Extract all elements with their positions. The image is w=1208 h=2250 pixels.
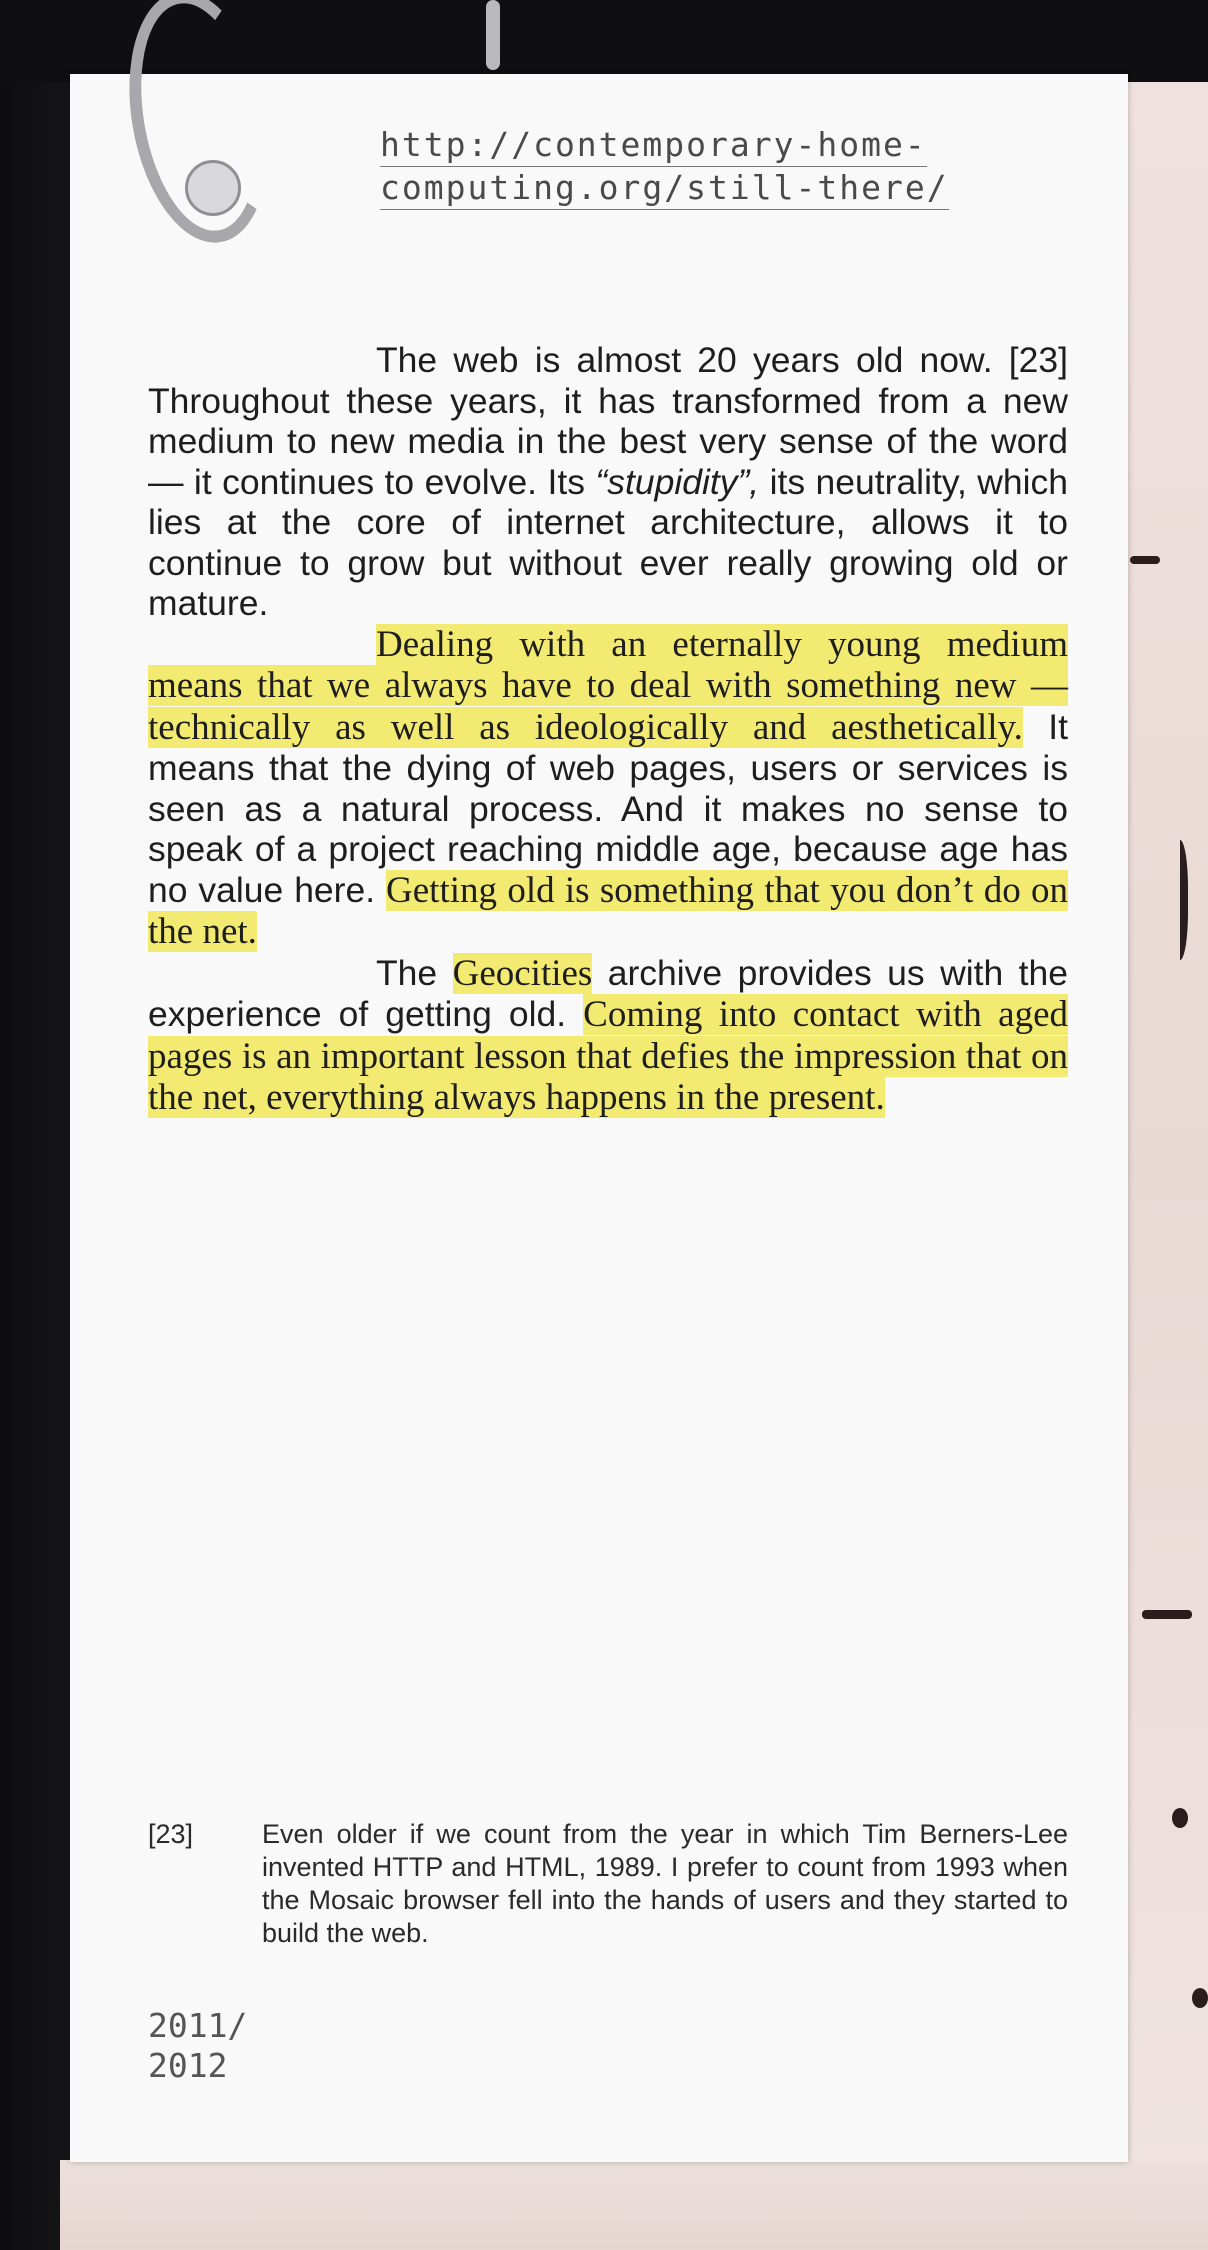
binder-ring-right xyxy=(486,0,500,70)
paragraph-1-intro: The web is almost 20 years old now. xyxy=(376,340,993,380)
paragraph-1-italic: “stupidity”, xyxy=(595,461,760,502)
footnote-text: Even older if we count from the year in which Tim Berners-Lee invented HTTP and HTML, 1989. I prefer to count from 1993 when the Mosaic browser fell into the hands of users and they started to build the web. xyxy=(262,1819,1068,1948)
year-end: 2012 xyxy=(148,2046,228,2085)
footnote-number: [23] xyxy=(148,1819,194,1849)
url-line-2[interactable]: computing.org/still-there/ xyxy=(380,167,949,210)
highlight-getting-old: Getting old is something that you don’t do on the net. xyxy=(148,869,1069,952)
ink-mark xyxy=(1142,1610,1192,1619)
right-background xyxy=(1128,82,1208,2250)
paragraph-1 xyxy=(148,340,1068,624)
punch-hole xyxy=(185,160,241,216)
paragraph-2 xyxy=(148,624,1068,953)
ink-mark xyxy=(1168,840,1188,960)
year-start: 2011/ xyxy=(148,2006,248,2045)
paragraph-1-text-a: Throughout these years, it has transformed from a new medium to new media in the best very sense of the word — it continues to evolve. Its xyxy=(148,380,1068,502)
source-url[interactable] xyxy=(380,124,949,210)
highlight-eternally-young: Dealing with an eternally young medium means that we always have to deal with something new — technically as well as ideologically and aesthetically. xyxy=(148,623,1068,748)
paragraph-2-text-a: It means that the dying of web pages, users or services is seen as a natural process. And it makes no sense to speak of a project reaching middle age, because age has no value here. xyxy=(148,706,1069,910)
essay-body xyxy=(148,340,1068,1119)
paragraph-3-text-a: The xyxy=(376,952,453,993)
ink-mark xyxy=(1130,556,1160,564)
highlight-aged-pages: Coming into contact with aged pages is an important lesson that defies the impression that on the net, everything always happens in the present. xyxy=(148,994,1068,1118)
bottom-background xyxy=(60,2160,1208,2250)
ink-mark xyxy=(1192,1988,1208,2008)
highlight-geocities: Geocities xyxy=(452,952,593,994)
paragraph-3 xyxy=(148,953,1068,1119)
paragraph-3-text-b: archive provides us with the experience of getting old. xyxy=(148,952,1068,1034)
url-line-1[interactable]: http://contemporary-home- xyxy=(380,124,927,167)
ink-mark xyxy=(1172,1808,1188,1828)
footnote-ref-23: [23] xyxy=(1008,340,1068,380)
date-range xyxy=(148,2006,247,2086)
paragraph-1-text-b: its neutrality, which lies at the core of internet architecture, allows it to continue to grow but without ever really growing old or mature. xyxy=(148,461,1068,623)
